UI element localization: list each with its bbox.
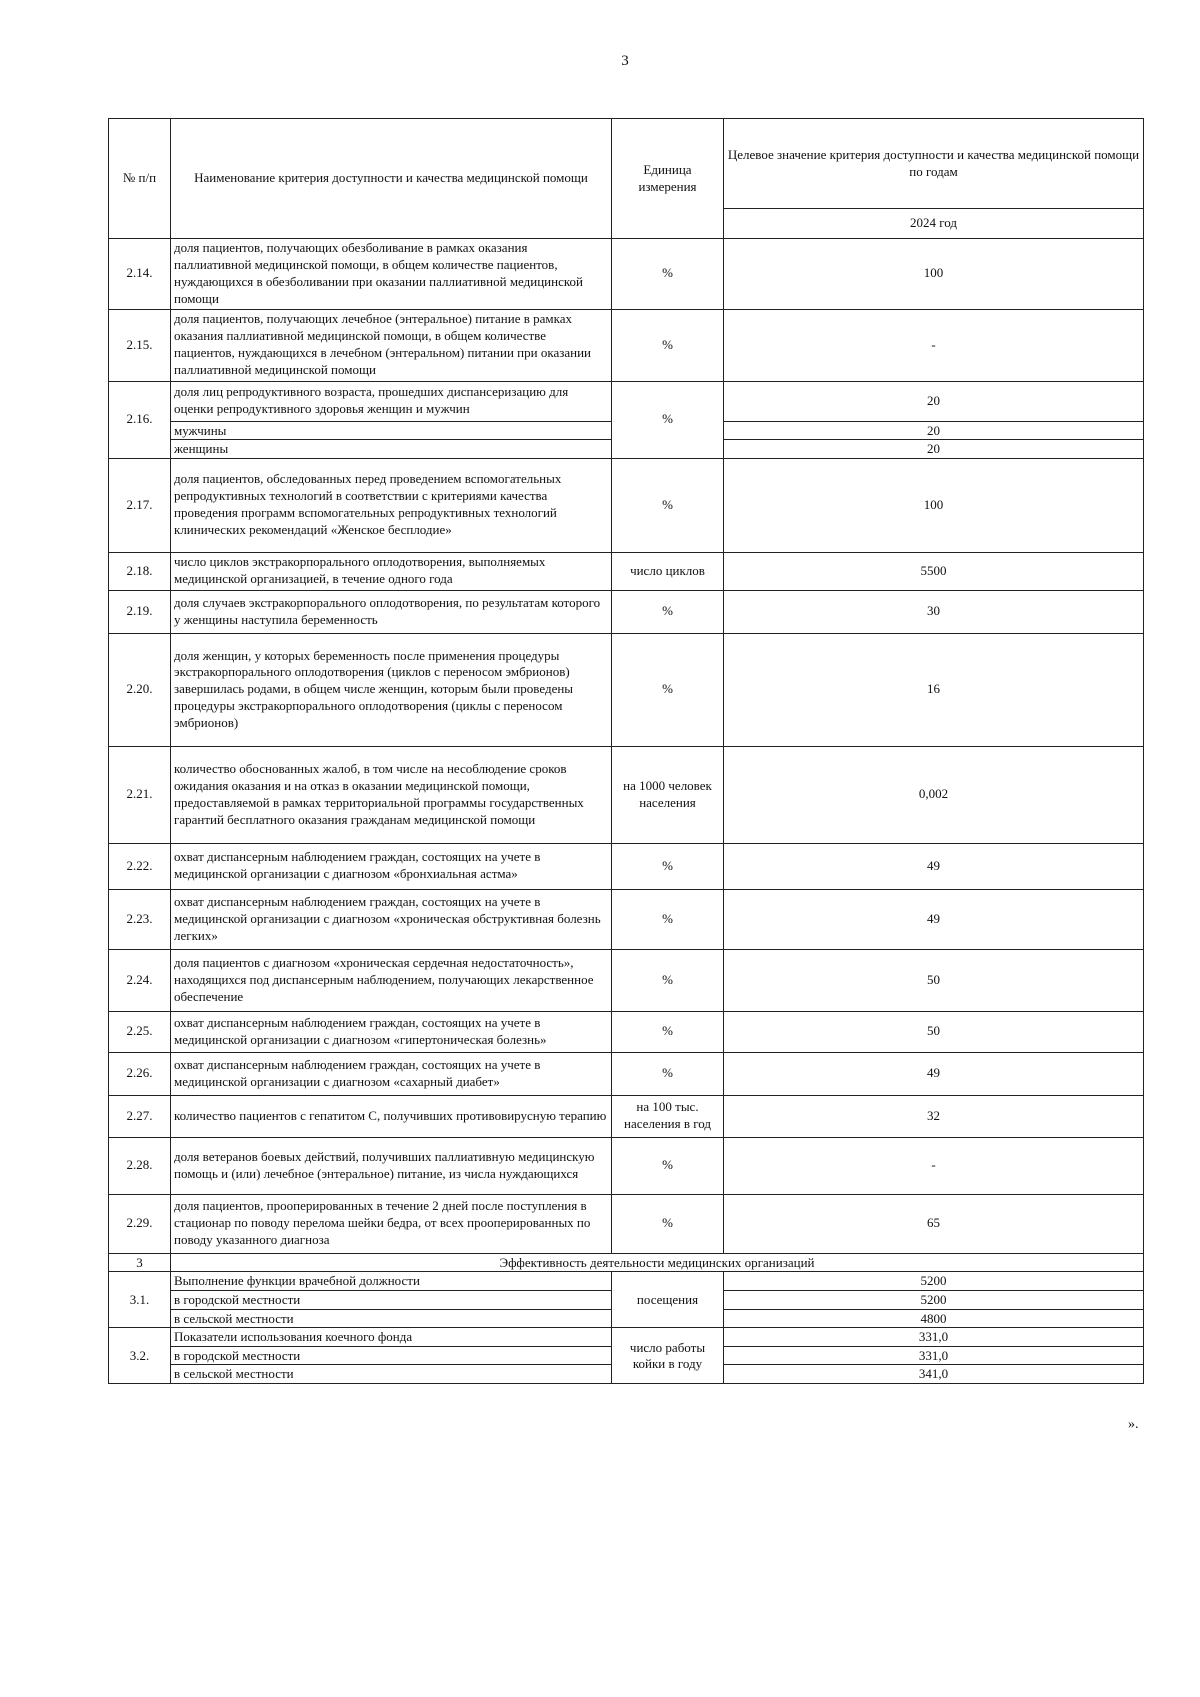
row-value: 5200 — [724, 1272, 1144, 1291]
row-name: Показатели использования коечного фонда — [171, 1328, 612, 1347]
row-name: доля лиц репродуктивного возраста, прошедших диспансеризацию для оценки репродуктивного здоровья женщин и мужчин — [171, 381, 612, 421]
row-num: 2.24. — [109, 949, 171, 1011]
row-name: число циклов экстракорпорального оплодотворения, выполняемых медицинской организацией, в течение одного года — [171, 552, 612, 590]
row-unit: % — [612, 590, 724, 633]
subrow-name: мужчины — [171, 421, 612, 440]
row-unit: % — [612, 381, 724, 458]
row-name: доля пациентов, прооперированных в течение 2 дней после поступления в стационар по поводу перелома шейки бедра, от всех прооперированных по поводу указанного диагноза — [171, 1194, 612, 1253]
row-value: 5500 — [724, 552, 1144, 590]
subrow-name: в сельской местности — [171, 1309, 612, 1328]
row-value: - — [724, 1137, 1144, 1194]
table-row — [109, 1137, 1144, 1194]
row-value: 100 — [724, 239, 1144, 310]
row-name: Выполнение функции врачебной должности — [171, 1272, 612, 1291]
table-row — [109, 633, 1144, 746]
row-unit: % — [612, 1137, 724, 1194]
section-num: 3 — [109, 1253, 171, 1272]
table-row — [109, 590, 1144, 633]
header-name: Наименование критерия доступности и качества медицинской помощи — [171, 119, 612, 239]
row-unit: % — [612, 1011, 724, 1052]
table-row — [109, 1095, 1144, 1137]
row-name: охват диспансерным наблюдением граждан, состоящих на учете в медицинской организации с диагнозом «хроническая обструктивная болезнь легких» — [171, 889, 612, 949]
row-unit: % — [612, 458, 724, 552]
row-name: доля пациентов с диагнозом «хроническая сердечная недостаточность», находящихся под диспансерным наблюдением, получающих лекарственное обеспечение — [171, 949, 612, 1011]
table-row — [109, 458, 1144, 552]
row-num: 2.29. — [109, 1194, 171, 1253]
row-unit: на 100 тыс. населения в год — [612, 1095, 724, 1137]
row-unit: % — [612, 1194, 724, 1253]
row-num: 3.2. — [109, 1328, 171, 1384]
row-value: 49 — [724, 889, 1144, 949]
header-target: Целевое значение критерия доступности и качества медицинской помощи по годам — [724, 119, 1144, 209]
row-num: 2.16. — [109, 381, 171, 458]
subrow-name: в сельской местности — [171, 1365, 612, 1384]
row-num: 2.26. — [109, 1052, 171, 1095]
row-num: 2.27. — [109, 1095, 171, 1137]
row-num: 2.18. — [109, 552, 171, 590]
row-value: 16 — [724, 633, 1144, 746]
table-row — [109, 239, 1144, 310]
row-value: 49 — [724, 843, 1144, 889]
row-num: 3.1. — [109, 1272, 171, 1328]
header-num: № п/п — [109, 119, 171, 239]
row-value: 32 — [724, 1095, 1144, 1137]
table-row — [109, 889, 1144, 949]
section-row — [109, 1253, 1144, 1272]
row-name: доля женщин, у которых беременность после применения процедуры экстракорпорального оплодотворения (циклов с переносом эмбрионов) завершилась родами, в общем числе женщин, которым были проведены процедуры экстракорпорального оплодотворения (циклы с переносом эмбрионов) — [171, 633, 612, 746]
row-name: количество обоснованных жалоб, в том числе на несоблюдение сроков ожидания оказания и на отказ в оказании медицинской помощи, предоставляемой в рамках территориальной программы государственных гарантий бесплатного оказания гражданам медицинской помощи — [171, 746, 612, 843]
subrow-value: 5200 — [724, 1290, 1144, 1309]
row-value: 20 — [724, 381, 1144, 421]
row-unit: % — [612, 843, 724, 889]
closing-quote-mark: ». — [1128, 1417, 1139, 1432]
row-unit: число циклов — [612, 552, 724, 590]
row-num: 2.25. — [109, 1011, 171, 1052]
table-row — [109, 1328, 1144, 1347]
table-row — [109, 1011, 1144, 1052]
row-name: доля пациентов, получающих лечебное (энтеральное) питание в рамках оказания паллиативной медицинской помощи, в общем количестве пациентов, нуждающихся в лечебном (энтеральном) питании при оказании паллиативной медицинской помощи — [171, 309, 612, 381]
row-name: охват диспансерным наблюдением граждан, состоящих на учете в медицинской организации с диагнозом «гипертоническая болезнь» — [171, 1011, 612, 1052]
subrow-value: 341,0 — [724, 1365, 1144, 1384]
header-unit: Единица измерения — [612, 119, 724, 239]
header-year: 2024 год — [724, 209, 1144, 239]
table-row — [109, 1194, 1144, 1253]
row-num: 2.19. — [109, 590, 171, 633]
table-row — [109, 843, 1144, 889]
section-title: Эффективность деятельности медицинских организаций — [171, 1253, 1144, 1272]
row-unit: % — [612, 239, 724, 310]
table-row — [109, 1272, 1144, 1291]
page-number: 3 — [621, 53, 629, 69]
subrow-value: 4800 — [724, 1309, 1144, 1328]
row-unit: посещения — [612, 1272, 724, 1328]
row-value: 50 — [724, 1011, 1144, 1052]
table-row — [109, 1052, 1144, 1095]
subrow-name: в городской местности — [171, 1290, 612, 1309]
row-num: 2.17. — [109, 458, 171, 552]
row-value: 50 — [724, 949, 1144, 1011]
row-unit: % — [612, 889, 724, 949]
subrow-value: 331,0 — [724, 1346, 1144, 1365]
row-num: 2.28. — [109, 1137, 171, 1194]
table-row — [109, 552, 1144, 590]
row-unit: на 1000 человек населения — [612, 746, 724, 843]
row-value: 65 — [724, 1194, 1144, 1253]
row-name: доля пациентов, обследованных перед проведением вспомогательных репродуктивных технологий в соответствии с критериями качества проведения программ вспомогательных репродуктивных технологий клинических рекомендаций «Женское бесплодие» — [171, 458, 612, 552]
row-value: - — [724, 309, 1144, 381]
row-name: охват диспансерным наблюдением граждан, состоящих на учете в медицинской организации с диагнозом «бронхиальная астма» — [171, 843, 612, 889]
table-row — [109, 746, 1144, 843]
row-num: 2.21. — [109, 746, 171, 843]
row-num: 2.15. — [109, 309, 171, 381]
row-num: 2.23. — [109, 889, 171, 949]
row-unit: % — [612, 309, 724, 381]
row-unit: число работы койки в году — [612, 1328, 724, 1384]
row-value: 0,002 — [724, 746, 1144, 843]
row-value: 331,0 — [724, 1328, 1144, 1347]
table-row — [109, 381, 1144, 421]
subrow-value: 20 — [724, 421, 1144, 440]
row-name: количество пациентов с гепатитом С, получивших противовирусную терапию — [171, 1095, 612, 1137]
row-value: 30 — [724, 590, 1144, 633]
row-unit: % — [612, 633, 724, 746]
row-name: доля ветеранов боевых действий, получивших паллиативную медицинскую помощь и (или) лечебное (энтеральное) питание, из числа нуждающихся — [171, 1137, 612, 1194]
row-num: 2.14. — [109, 239, 171, 310]
row-num: 2.20. — [109, 633, 171, 746]
criteria-table — [108, 118, 1144, 1384]
row-name: доля пациентов, получающих обезболивание в рамках оказания паллиативной медицинской помощи, в общем количестве пациентов, нуждающихся в обезболивании при оказании паллиативной медицинской помощи — [171, 239, 612, 310]
subrow-name: в городской местности — [171, 1346, 612, 1365]
row-name: охват диспансерным наблюдением граждан, состоящих на учете в медицинской организации с диагнозом «сахарный диабет» — [171, 1052, 612, 1095]
table-row — [109, 949, 1144, 1011]
row-num: 2.22. — [109, 843, 171, 889]
subrow-value: 20 — [724, 440, 1144, 459]
subrow-name: женщины — [171, 440, 612, 459]
row-unit: % — [612, 1052, 724, 1095]
row-value: 100 — [724, 458, 1144, 552]
row-value: 49 — [724, 1052, 1144, 1095]
row-name: доля случаев экстракорпорального оплодотворения, по результатам которого у женщины наступила беременность — [171, 590, 612, 633]
table-row — [109, 309, 1144, 381]
row-unit: % — [612, 949, 724, 1011]
